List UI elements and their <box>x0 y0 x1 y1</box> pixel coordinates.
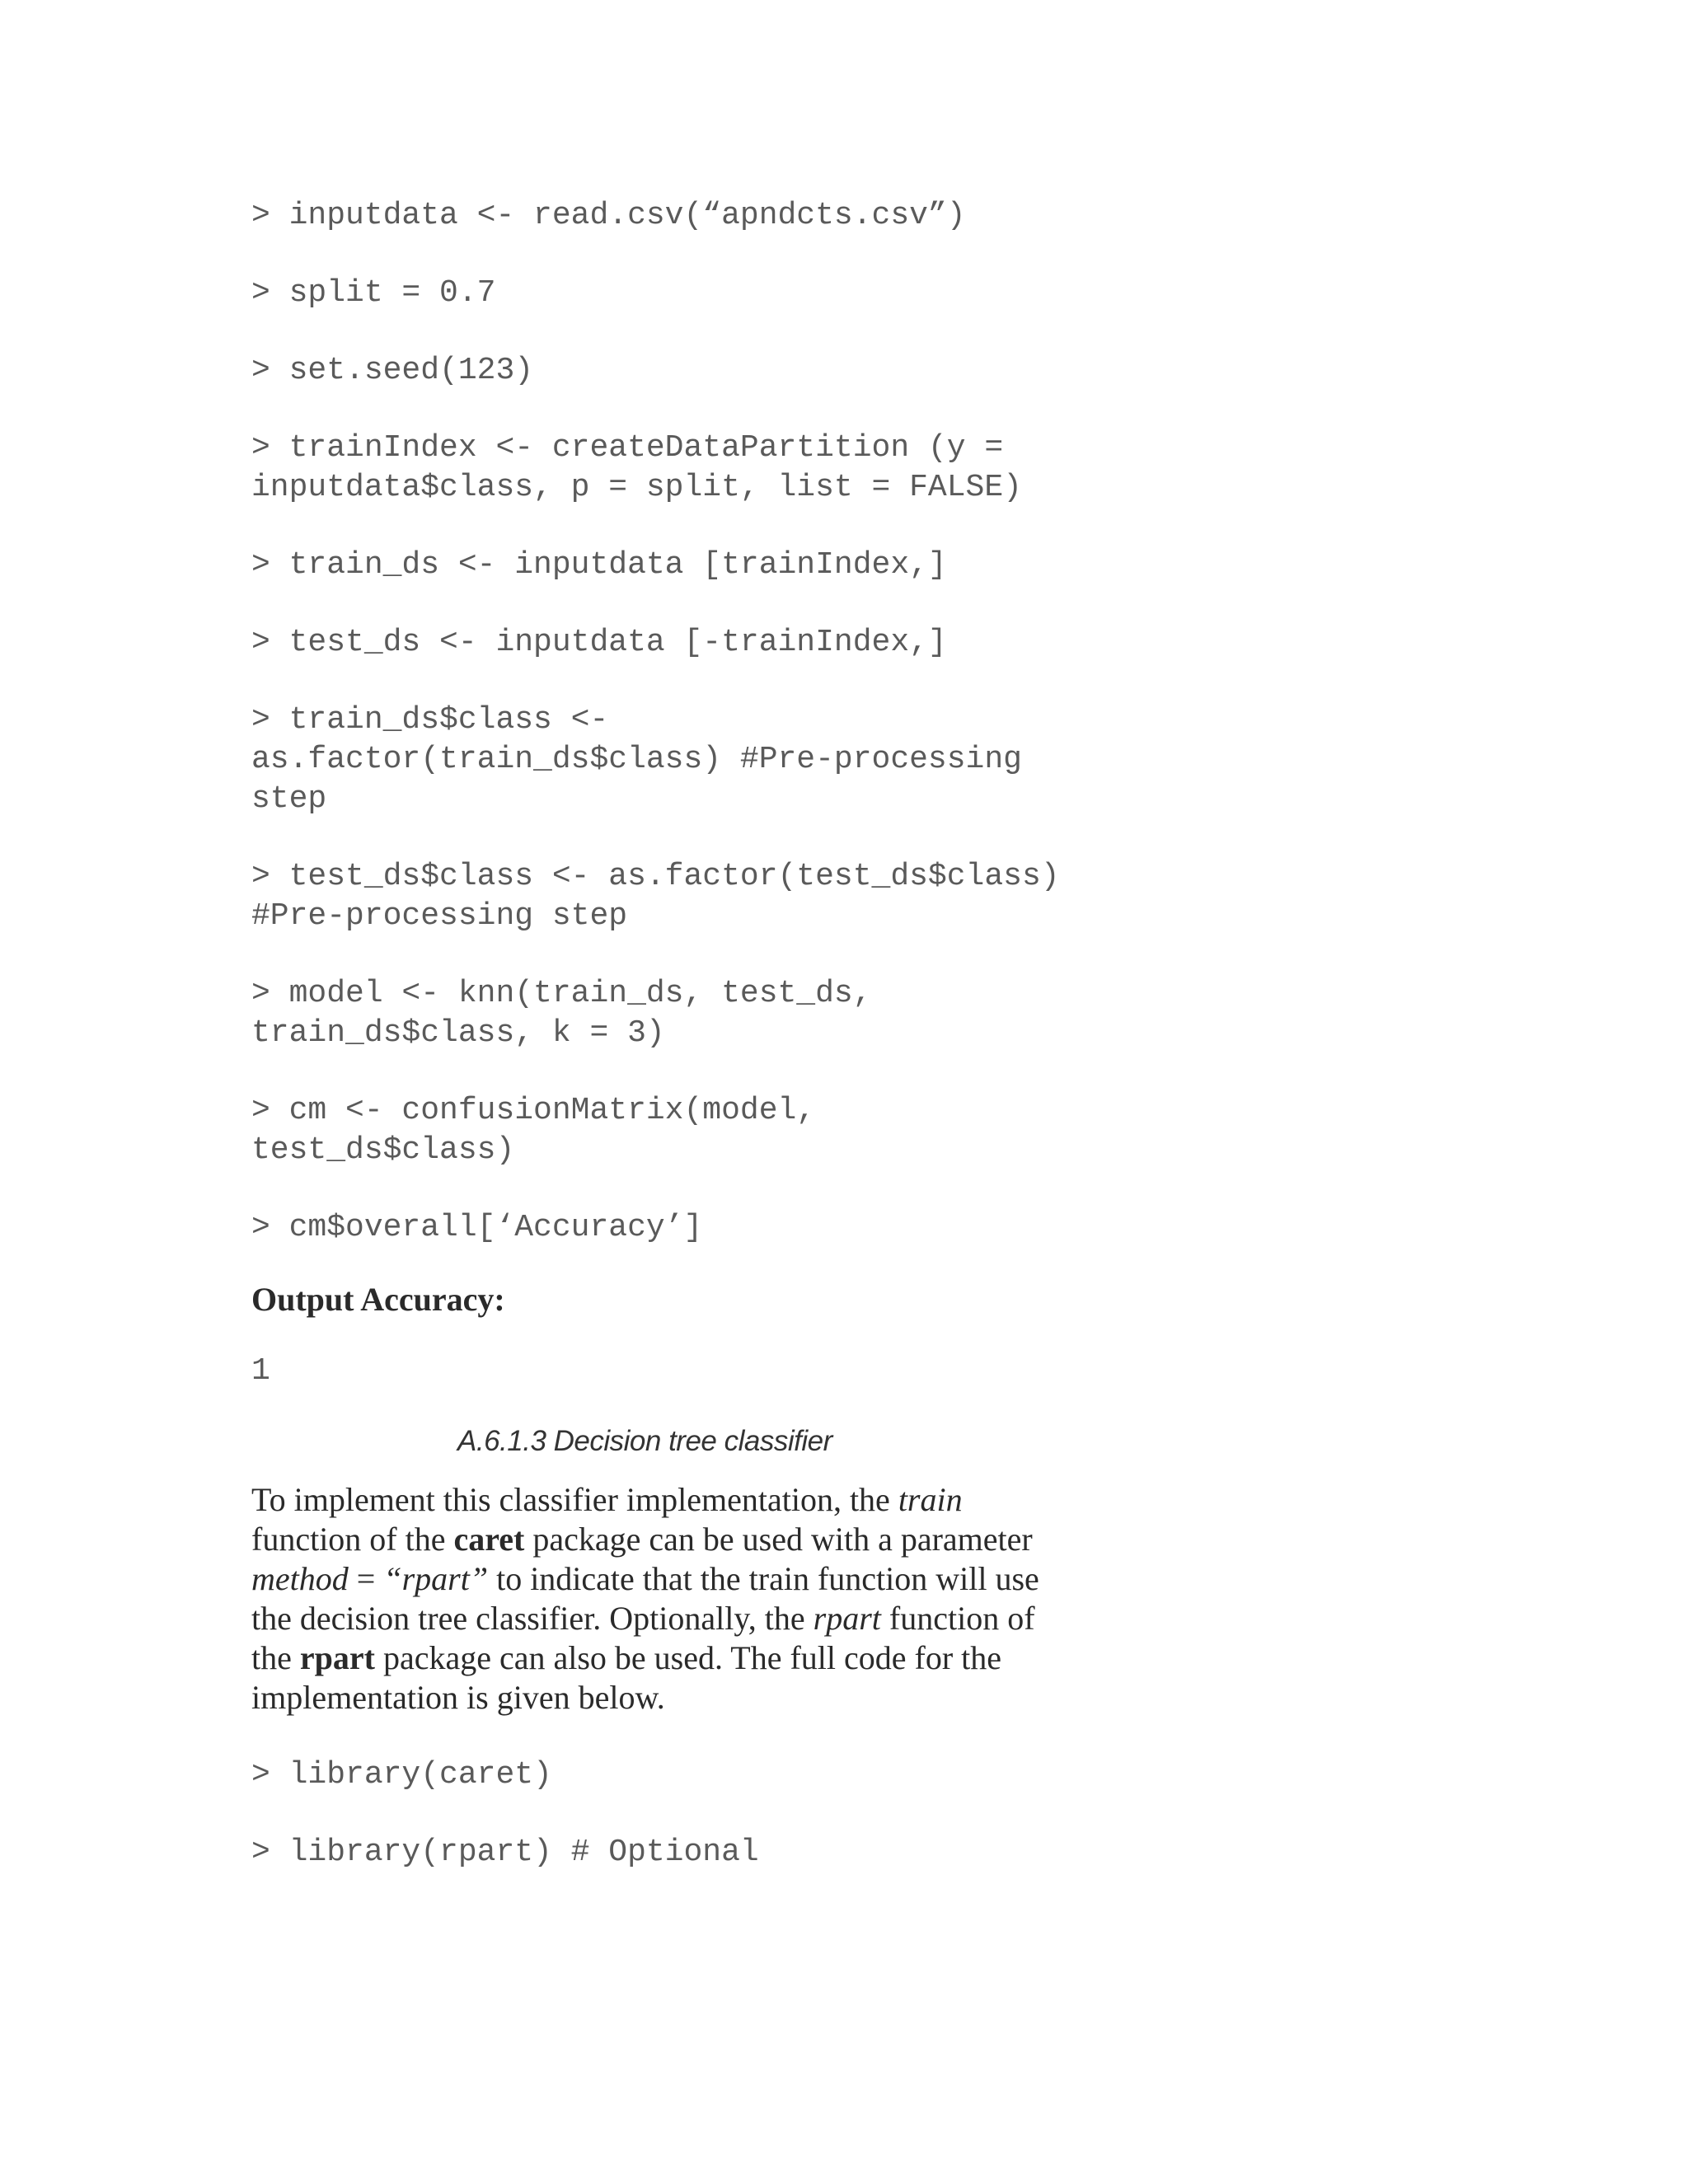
description-paragraph: To implement this classifier implementation, the train function of the caret package can be used with a parameter method = “rpart” to indicate that the train function will use the decision tree classifier. Optionally, the rpart function of the rpart package can also be used. The full code for the implementation is given below. <box>251 1481 1039 1716</box>
code-line-train-factor: > train_ds$class <- as.factor(train_ds$class) #Pre-processing step <box>251 702 1041 817</box>
code-line-split: > split = 0.7 <box>251 275 496 311</box>
train-term: train <box>898 1481 963 1518</box>
rpart-function-term: rpart <box>813 1600 881 1637</box>
code-line-test-ds: > test_ds <- inputdata [-trainIndex,] <box>251 625 947 660</box>
code-line-train-index: > trainIndex <- createDataPartition (y = inputdata$class, p = split, list = FALSE) <box>251 430 1022 505</box>
code-line-test-factor: > test_ds$class <- as.factor(test_ds$class) #Pre-processing step <box>251 859 1079 934</box>
code-line-library-caret: > library(caret) <box>251 1757 552 1793</box>
code-line-train-ds: > train_ds <- inputdata [trainIndex,] <box>251 547 947 583</box>
rpart-value-term: “rpart” <box>383 1560 489 1597</box>
code-line-confusion-matrix: > cm <- confusionMatrix(model, test_ds$class) <box>251 1093 834 1168</box>
caret-term: caret <box>453 1521 525 1558</box>
code-line-read-csv: > inputdata <- read.csv(“apndcts.csv”) <box>251 198 966 233</box>
code-line-library-rpart: > library(rpart) # Optional <box>251 1835 759 1870</box>
output-accuracy-value: 1 <box>251 1353 270 1389</box>
output-accuracy-heading: Output Accuracy: <box>251 1281 505 1318</box>
method-term: method <box>251 1560 349 1597</box>
code-line-set-seed: > set.seed(123) <box>251 353 534 388</box>
code-line-knn-model: > model <- knn(train_ds, test_ds, train_ds$class, k = 3) <box>251 976 891 1051</box>
rpart-package-term: rpart <box>299 1639 375 1676</box>
section-caption: A.6.1.3 Decision tree classifier <box>457 1425 832 1457</box>
code-line-accuracy: > cm$overall[‘Accuracy’] <box>251 1210 703 1245</box>
content-column <box>251 196 1079 1872</box>
